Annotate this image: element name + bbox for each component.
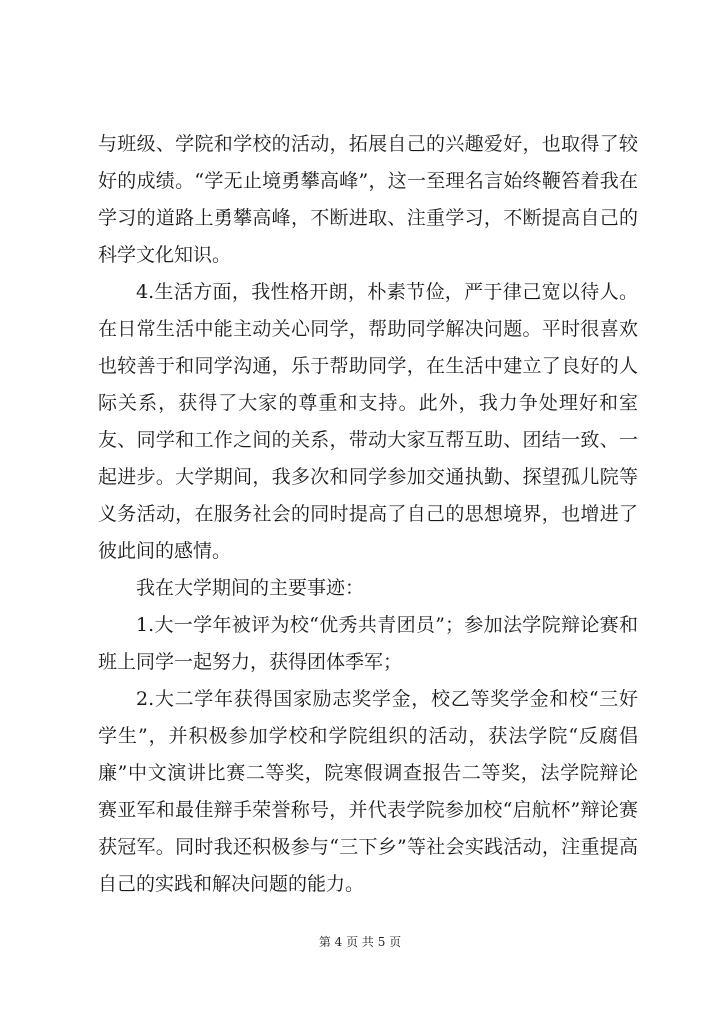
paragraph-achievement-2: 2.大二学年获得国家励志奖学金，校乙等奖学金和校“三好学生”，并积极参加学校和学院组织的活动，获法学院“反腐倡廉”中文演讲比赛二等奖，院寒假调查报告二等奖，法学院辩论赛亚军和最佳辩手荣誉称号，并代表学院参加校“启航杯”辩论赛获冠军。同时我还积极参与“三下乡”等社会实践活动，注重提高自己的实践和解决问题的能力。 — [98, 688, 638, 895]
paragraph-achievement-1: 1.大一学年被评为校“优秀共青团员”；参加法学院辩论赛和班上同学一起努力，获得团体季军； — [98, 614, 638, 673]
paragraph-achievements-heading: 我在大学期间的主要事迹： — [136, 577, 365, 599]
page-number-footer: 第 4 页 共 5 页 — [318, 935, 402, 949]
paragraph-continued: 与班级、学院和学校的活动，拓展自己的兴趣爱好，也取得了较好的成绩。“学无止境勇攀高峰”，这一至理名言始终鞭笞着我在学习的道路上勇攀高峰，不断进取、注重学习，不断提高自己的科学文化知识。 — [98, 133, 638, 266]
document-body — [98, 126, 638, 903]
paragraph-life-aspect: 4.生活方面，我性格开朗，朴素节俭，严于律己宽以待人。在日常生活中能主动关心同学，帮助同学解决问题。平时很喜欢也较善于和同学沟通，乐于帮助同学，在生活中建立了良好的人际关系，获得了大家的尊重和支持。此外，我力争处理好和室友、同学和工作之间的关系，带动大家互帮互助、团结一致、一起进步。大学期间，我多次和同学参加交通执勤、探望孤儿院等义务活动，在服务社会的同时提高了自己的思想境界，也增进了彼此间的感情。 — [98, 281, 638, 562]
